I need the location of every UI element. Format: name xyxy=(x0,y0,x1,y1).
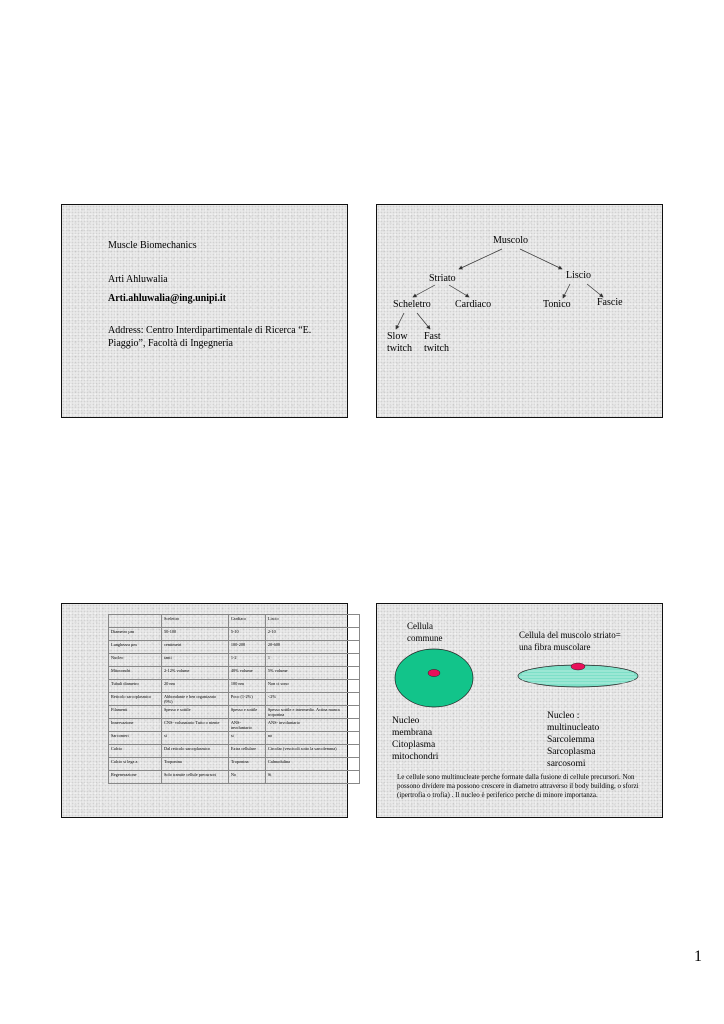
node-fast-twitch-line-2: twitch xyxy=(424,343,449,354)
table-cell: 20-600 xyxy=(265,641,359,654)
table-cell: Mitocondri xyxy=(109,667,162,680)
table-cell: 2-10 xyxy=(265,628,359,641)
page-number: 1 xyxy=(694,948,702,965)
common-cell-nucleus xyxy=(428,669,440,676)
table-cell: Abbondante e ben organizzato (9%) xyxy=(162,693,229,706)
node-fascie: Fascie xyxy=(597,297,623,308)
table-cell: Poco (1-2%) xyxy=(228,693,265,706)
table-cell: Circolar (vescicoli sotto la sarcolemma) xyxy=(265,745,359,758)
table-cell: 50-100 xyxy=(162,628,229,641)
component-item: membrana xyxy=(392,728,433,738)
table-row xyxy=(109,732,360,745)
table-cell: Si xyxy=(265,771,359,784)
muscle-properties-table xyxy=(108,614,360,784)
common-cell-body xyxy=(395,649,473,707)
address-line-1: Address: Centro Interdipartimentale di Ricerca “E. xyxy=(108,325,312,336)
author-name: Arti Ahluwalia xyxy=(108,274,168,285)
table-cell: CNS- volunatario Tutto o niente xyxy=(162,719,229,732)
table-cell: Troponina xyxy=(162,758,229,771)
table-row xyxy=(109,654,360,667)
table-cell: Calcio xyxy=(109,745,162,758)
table-cell: Reticolo sarcoplasmico xyxy=(109,693,162,706)
node-cardiaco: Cardiaco xyxy=(455,299,492,310)
table-cell: no xyxy=(265,732,359,745)
table-cell: No xyxy=(228,771,265,784)
table-cell: Lunghezza µm xyxy=(109,641,162,654)
table-cell: Spesso e sottile xyxy=(162,706,229,719)
component-item: multinucleato xyxy=(547,723,600,733)
table-cell: Dal reticolo sarcoplasmico xyxy=(162,745,229,758)
table-cell: 1 xyxy=(265,654,359,667)
table-cell: Sarcomeri xyxy=(109,732,162,745)
table-row xyxy=(109,667,360,680)
slide-comparison-table xyxy=(61,603,348,818)
table-cell: Non ci sono xyxy=(265,680,359,693)
table-cell: Innervazione xyxy=(109,719,162,732)
slide-muscle-tree xyxy=(376,204,663,418)
node-liscio: Liscio xyxy=(566,270,591,281)
table-cell: 2-12% volume xyxy=(162,667,229,680)
table-row xyxy=(109,745,360,758)
table-row xyxy=(109,628,360,641)
table-cell: Spesso sottile e intermedio. Actina manca troponina xyxy=(265,706,359,719)
muscle-fiber-nucleus xyxy=(571,663,585,670)
node-tonico: Tonico xyxy=(543,299,571,310)
node-slow-twitch-line-2: twitch xyxy=(387,343,412,354)
node-striato: Striato xyxy=(429,273,456,284)
table-cell: 100-200 xyxy=(228,641,265,654)
table-header-cell xyxy=(109,615,162,628)
common-cell-label-1: Cellula xyxy=(407,621,433,631)
fiber-label-2: una fibra muscolare xyxy=(519,642,591,652)
table-header-cell: Liscio xyxy=(265,615,359,628)
table-header-row xyxy=(109,615,360,628)
table-cell: centimetri xyxy=(162,641,229,654)
slide-title xyxy=(61,204,348,418)
presentation-title: Muscle Biomechanics xyxy=(108,240,197,251)
component-item: Sarcolemma xyxy=(547,735,595,745)
explanatory-note: Le cellule sono multinucleate perche formate dalla fusione di cellule precursori. Non possono dividere ma possono crescere in diametro attraverso il body building, o sforzi (ipertrofia o trofia) . Il nucleo è periferico perche di minore importanza. xyxy=(397,773,639,799)
table-row xyxy=(109,719,360,732)
fiber-components xyxy=(547,710,599,770)
table-cell: Troponina xyxy=(228,758,265,771)
table-cell: <2% xyxy=(265,693,359,706)
table-header-cell: Scelettro xyxy=(162,615,229,628)
component-item: Sarcoplasma xyxy=(547,747,596,757)
table-cell: Calmodulina xyxy=(265,758,359,771)
table-header-cell: Cardiaco xyxy=(228,615,265,628)
table-row xyxy=(109,693,360,706)
table-cell: 20 nm xyxy=(162,680,229,693)
table-cell: si xyxy=(228,732,265,745)
node-scheletro: Scheletro xyxy=(393,299,431,310)
table-row xyxy=(109,706,360,719)
table-cell: ANS- involuntario xyxy=(265,719,359,732)
table-cell: 5% volume xyxy=(265,667,359,680)
table-cell: Spesso e sottile xyxy=(228,706,265,719)
fiber-label-1: Cellula del muscolo striato= xyxy=(519,630,621,640)
component-item: sarcosomi xyxy=(547,759,586,769)
component-item: Nucleo : xyxy=(547,711,580,721)
table-cell: Calcio si lega a xyxy=(109,758,162,771)
component-item: Nucleo xyxy=(392,716,420,726)
node-slow-twitch-line-1: Slow xyxy=(387,331,408,342)
component-item: Citoplasma xyxy=(392,740,436,750)
table-row xyxy=(109,758,360,771)
slide-cell-types xyxy=(376,603,663,818)
address-line-2: Piaggio”, Facoltà di Ingegneria xyxy=(108,338,233,349)
table-cell: ANS- involuntario xyxy=(228,719,265,732)
table-row xyxy=(109,641,360,654)
table-cell: tanti xyxy=(162,654,229,667)
table-cell: 1-2 xyxy=(228,654,265,667)
common-cell-components xyxy=(392,715,438,763)
table-cell: 100 nm xyxy=(228,680,265,693)
table-cell: Tubuli diametro xyxy=(109,680,162,693)
table-cell: Nucleo xyxy=(109,654,162,667)
table-row xyxy=(109,680,360,693)
component-item: mitochondri xyxy=(392,752,439,762)
node-fast-twitch-line-1: Fast xyxy=(424,331,441,342)
table-cell: Diametro µm xyxy=(109,628,162,641)
table-cell: 40% volume xyxy=(228,667,265,680)
author-email: Arti.ahluwalia@ing.unipi.it xyxy=(108,293,226,304)
table-cell: 5-10 xyxy=(228,628,265,641)
table-row xyxy=(109,771,360,784)
node-muscolo: Muscolo xyxy=(493,235,528,246)
table-cell: Filamenti xyxy=(109,706,162,719)
table-cell: Regenerazione xyxy=(109,771,162,784)
table-cell: si xyxy=(162,732,229,745)
table-cell: Solo tramite cellule precursori xyxy=(162,771,229,784)
common-cell-label-2: commune xyxy=(407,633,443,643)
table-cell: Extra cellulare xyxy=(228,745,265,758)
